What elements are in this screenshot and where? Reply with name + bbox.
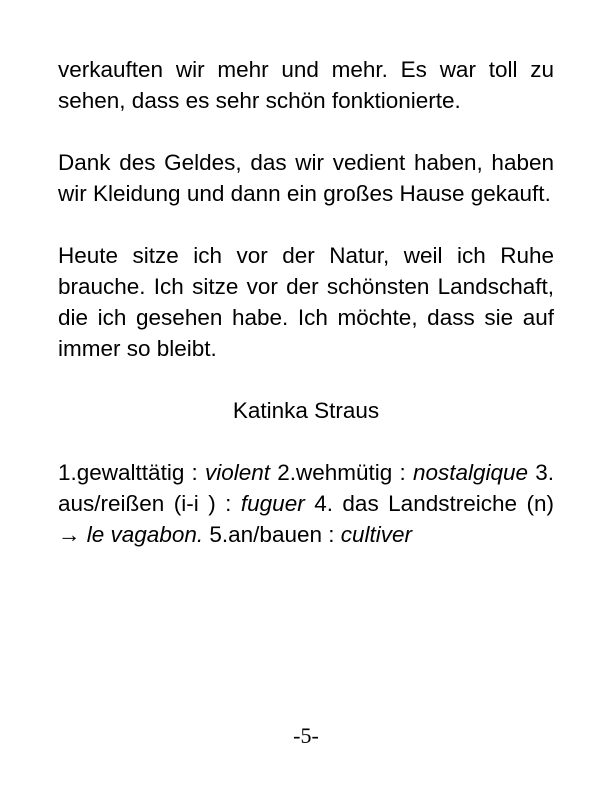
vocab-translation-1: violent bbox=[204, 460, 271, 485]
vocab-translation-4: le vagabon. bbox=[86, 522, 204, 547]
vocab-term-4: 4. das Landstreiche (n) → bbox=[58, 491, 554, 547]
paragraph-spacer bbox=[58, 426, 554, 457]
paragraph-1: verkauften wir mehr und mehr. Es war toll zu sehen, dass es sehr schön fonktionierte. bbox=[58, 57, 554, 113]
vocab-translation-5: cultiver bbox=[340, 522, 413, 547]
vocab-term-3: 3. aus/reißen (i-i ) : bbox=[58, 460, 554, 516]
vocab-term-5: 5.an/bauen : bbox=[209, 522, 335, 547]
document-page bbox=[58, 54, 554, 550]
vocab-term-1: 1.gewalttätig : bbox=[58, 460, 198, 485]
paragraph-3: Heute sitze ich vor der Natur, weil ich Ruhe brauche. Ich sitze vor der schönsten Landschaft, die ich gesehen habe. Ich möchte, dass sie auf immer so bleibt. bbox=[58, 243, 554, 361]
author-signature: Katinka Straus bbox=[232, 398, 380, 423]
vocab-term-2: 2.wehmütig : bbox=[277, 460, 406, 485]
vocabulary-list bbox=[58, 457, 554, 550]
vocab-translation-3: fuguer bbox=[240, 491, 305, 516]
paragraph-2: Dank des Geldes, das wir vedient haben, haben wir Kleidung und dann ein großes Hause gekauft. bbox=[58, 150, 554, 206]
paragraph-spacer bbox=[58, 209, 554, 240]
paragraph-spacer bbox=[58, 364, 554, 395]
page-number: -5- bbox=[293, 723, 319, 748]
vocab-translation-2: nostalgique bbox=[412, 460, 529, 485]
paragraph-spacer bbox=[58, 116, 554, 147]
